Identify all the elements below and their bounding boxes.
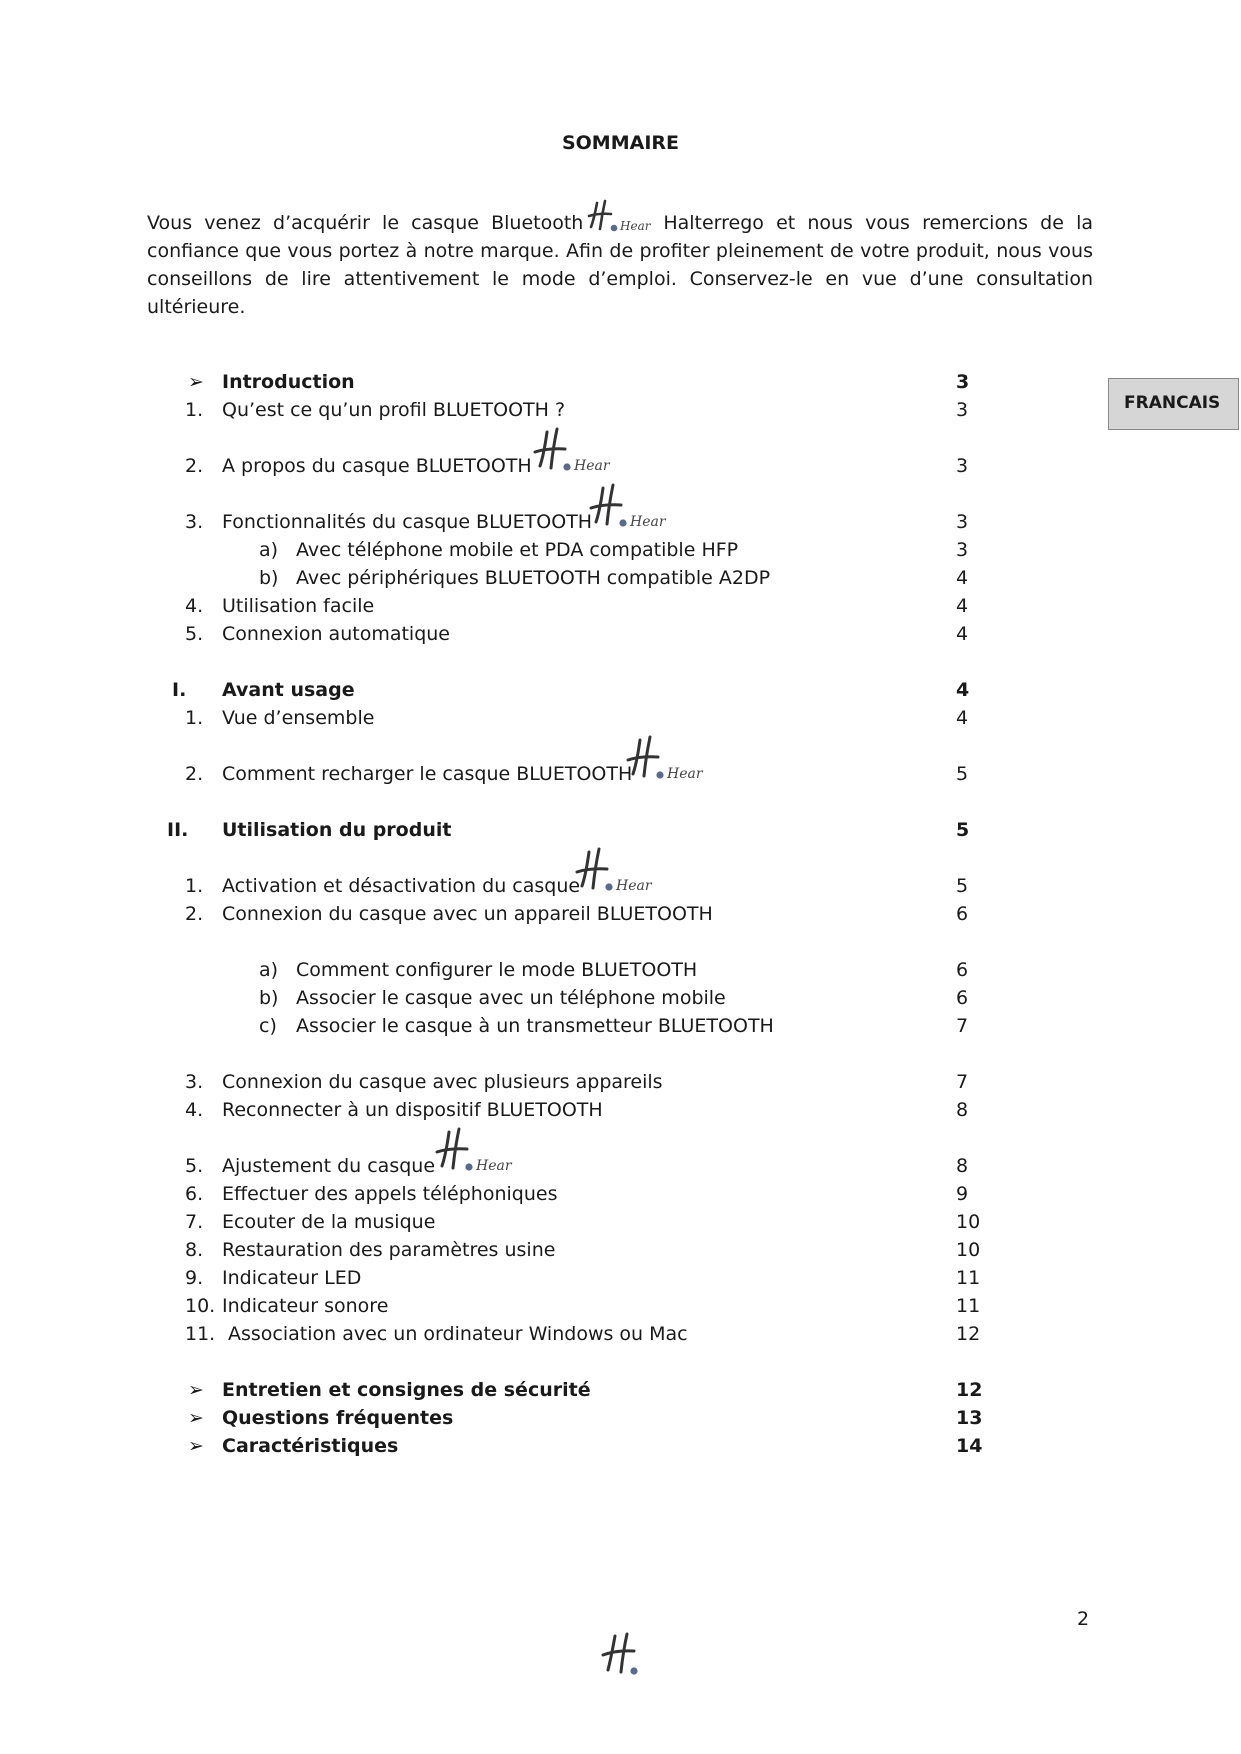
toc-entry-title: Entretien et consignes de sécurité bbox=[222, 1379, 591, 1401]
toc-entry-title: Connexion du casque avec un appareil BLUETOOTH bbox=[222, 903, 713, 925]
toc-page-number: 3 bbox=[956, 539, 969, 561]
footer-logo-icon bbox=[600, 1630, 644, 1681]
toc-entry-title: Questions fréquentes bbox=[222, 1407, 454, 1429]
toc-marker: 9. bbox=[185, 1267, 204, 1289]
hear-logo-icon bbox=[626, 734, 712, 785]
toc-marker: c) bbox=[259, 1015, 277, 1037]
toc-page-number: 8 bbox=[956, 1099, 969, 1121]
toc-marker: a) bbox=[259, 539, 279, 561]
toc-page-number: 4 bbox=[956, 567, 969, 589]
hear-logo-icon bbox=[587, 199, 659, 233]
page-number: 2 bbox=[1077, 1608, 1090, 1630]
toc-page-number: 13 bbox=[956, 1407, 983, 1429]
toc-page-number: 9 bbox=[956, 1183, 969, 1205]
toc-entry-title: Avec téléphone mobile et PDA compatible HFP bbox=[296, 539, 739, 561]
toc-page-number: 3 bbox=[956, 399, 969, 421]
toc-page-number: 6 bbox=[956, 959, 969, 981]
toc-marker: ➢ bbox=[188, 1379, 204, 1401]
toc-page-number: 10 bbox=[956, 1211, 981, 1233]
toc-page-number: 11 bbox=[956, 1295, 981, 1317]
toc-page-number: 7 bbox=[956, 1071, 969, 1093]
toc-page-number: 5 bbox=[956, 763, 969, 785]
toc-entry-title: Associer le casque avec un téléphone mobile bbox=[296, 987, 726, 1009]
toc-entry-title: Indicateur sonore bbox=[222, 1295, 389, 1317]
toc-page-number: 5 bbox=[956, 875, 969, 897]
toc-page-number: 4 bbox=[956, 707, 969, 729]
toc-entry-title: Fonctionnalités du casque BLUETOOTH bbox=[222, 511, 593, 533]
toc-entry-title: Qu’est ce qu’un profil BLUETOOTH ? bbox=[222, 399, 566, 421]
toc-marker: b) bbox=[259, 987, 279, 1009]
svg-text:Hear: Hear bbox=[616, 878, 652, 892]
svg-text:Hear: Hear bbox=[476, 1158, 512, 1172]
toc-entry-title: Ecouter de la musique bbox=[222, 1211, 436, 1233]
toc-page-number: 14 bbox=[956, 1435, 983, 1457]
toc-entry-title: Ajustement du casque bbox=[222, 1155, 436, 1177]
toc-entry-title: Activation et désactivation du casque bbox=[222, 875, 581, 897]
intro-paragraph bbox=[147, 199, 1093, 321]
toc-page-number: 11 bbox=[956, 1267, 981, 1289]
toc-entry-title: Utilisation facile bbox=[222, 595, 375, 617]
toc-page-number: 12 bbox=[956, 1323, 981, 1345]
toc-entry-title: Restauration des paramètres usine bbox=[222, 1239, 556, 1261]
toc-entry-title: Comment recharger le casque BLUETOOTH bbox=[222, 763, 633, 785]
toc-page-number: 6 bbox=[956, 987, 969, 1009]
svg-text:Hear: Hear bbox=[620, 219, 651, 233]
toc-page-number: 7 bbox=[956, 1015, 969, 1037]
toc-page-number: 12 bbox=[956, 1379, 983, 1401]
toc-marker: I. bbox=[172, 679, 187, 701]
hear-logo-icon bbox=[575, 846, 661, 897]
toc-marker: ➢ bbox=[188, 1407, 204, 1429]
toc-marker: 2. bbox=[185, 903, 204, 925]
toc-entry-title: Caractéristiques bbox=[222, 1435, 399, 1457]
toc-marker: 4. bbox=[185, 595, 204, 617]
toc-marker: 5. bbox=[185, 623, 204, 645]
toc-entry-title: A propos du casque BLUETOOTH bbox=[222, 455, 532, 477]
toc-page-number: 3 bbox=[956, 511, 969, 533]
hear-logo-icon bbox=[589, 482, 675, 533]
toc-entry-title: Comment configurer le mode BLUETOOTH bbox=[296, 959, 698, 981]
toc-page-number: 5 bbox=[956, 819, 970, 841]
toc-entry-title: Avant usage bbox=[222, 679, 355, 701]
language-tab[interactable]: FRANCAIS bbox=[1108, 378, 1239, 430]
toc-marker: 2. bbox=[185, 763, 204, 785]
toc-entry-title: Reconnecter à un dispositif BLUETOOTH bbox=[222, 1099, 603, 1121]
svg-text:Hear: Hear bbox=[667, 766, 703, 780]
toc-marker: 1. bbox=[185, 399, 204, 421]
toc-marker: 8. bbox=[185, 1239, 204, 1261]
toc-entry-title: Association avec un ordinateur Windows ou Mac bbox=[228, 1323, 688, 1345]
toc-page-number: 4 bbox=[956, 595, 969, 617]
toc-page-number: 3 bbox=[956, 371, 970, 393]
intro-text-end: Halterrego et nous vous remercions de la confiance que vous portez à notre marque. Afin de profiter pleinement de votre produit, nous vous conseillons de lire attentivement le mode d’emploi. Conservez-le en vue d’une consultation ultérieure. bbox=[147, 212, 1093, 318]
toc-entry-title: Connexion du casque avec plusieurs appareils bbox=[222, 1071, 663, 1093]
toc-marker: 1. bbox=[185, 875, 204, 897]
svg-text:Hear: Hear bbox=[630, 514, 666, 528]
toc-entry-title: Indicateur LED bbox=[222, 1267, 362, 1289]
svg-text:Hear: Hear bbox=[574, 458, 610, 472]
toc-entry-title: Utilisation du produit bbox=[222, 819, 452, 841]
toc-entry-title: Avec périphériques BLUETOOTH compatible A2DP bbox=[296, 567, 771, 589]
toc-entry-title: Introduction bbox=[222, 371, 355, 393]
toc-marker: 3. bbox=[185, 511, 204, 533]
toc-page-number: 6 bbox=[956, 903, 969, 925]
toc-marker: b) bbox=[259, 567, 279, 589]
toc-page-number: 4 bbox=[956, 679, 970, 701]
toc-page-number: 10 bbox=[956, 1239, 981, 1261]
toc-marker: 1. bbox=[185, 707, 204, 729]
toc-marker: 4. bbox=[185, 1099, 204, 1121]
toc-entry-title: Associer le casque à un transmetteur BLUETOOTH bbox=[296, 1015, 774, 1037]
toc-page-number: 4 bbox=[956, 623, 969, 645]
toc-entry-title: Connexion automatique bbox=[222, 623, 450, 645]
toc-page-number: 8 bbox=[956, 1155, 969, 1177]
toc-marker: 7. bbox=[185, 1211, 204, 1233]
toc-marker: 2. bbox=[185, 455, 204, 477]
toc-entry-title: Effectuer des appels téléphoniques bbox=[222, 1183, 558, 1205]
intro-text-start: Vous venez d’acquérir le casque Bluetooth bbox=[147, 212, 584, 234]
hear-logo-icon bbox=[435, 1126, 521, 1177]
hear-logo-icon bbox=[533, 426, 619, 477]
toc-marker: 11. bbox=[185, 1323, 216, 1345]
toc-marker: II. bbox=[167, 819, 189, 841]
toc-marker: a) bbox=[259, 959, 279, 981]
toc-marker: 10. bbox=[185, 1295, 216, 1317]
toc-marker: ➢ bbox=[188, 371, 204, 393]
toc-marker: 3. bbox=[185, 1071, 204, 1093]
toc-marker: ➢ bbox=[188, 1435, 204, 1457]
page-title: SOMMAIRE bbox=[561, 132, 680, 154]
toc-page-number: 3 bbox=[956, 455, 969, 477]
toc-marker: 6. bbox=[185, 1183, 204, 1205]
toc-marker: 5. bbox=[185, 1155, 204, 1177]
toc-entry-title: Vue d’ensemble bbox=[222, 707, 375, 729]
